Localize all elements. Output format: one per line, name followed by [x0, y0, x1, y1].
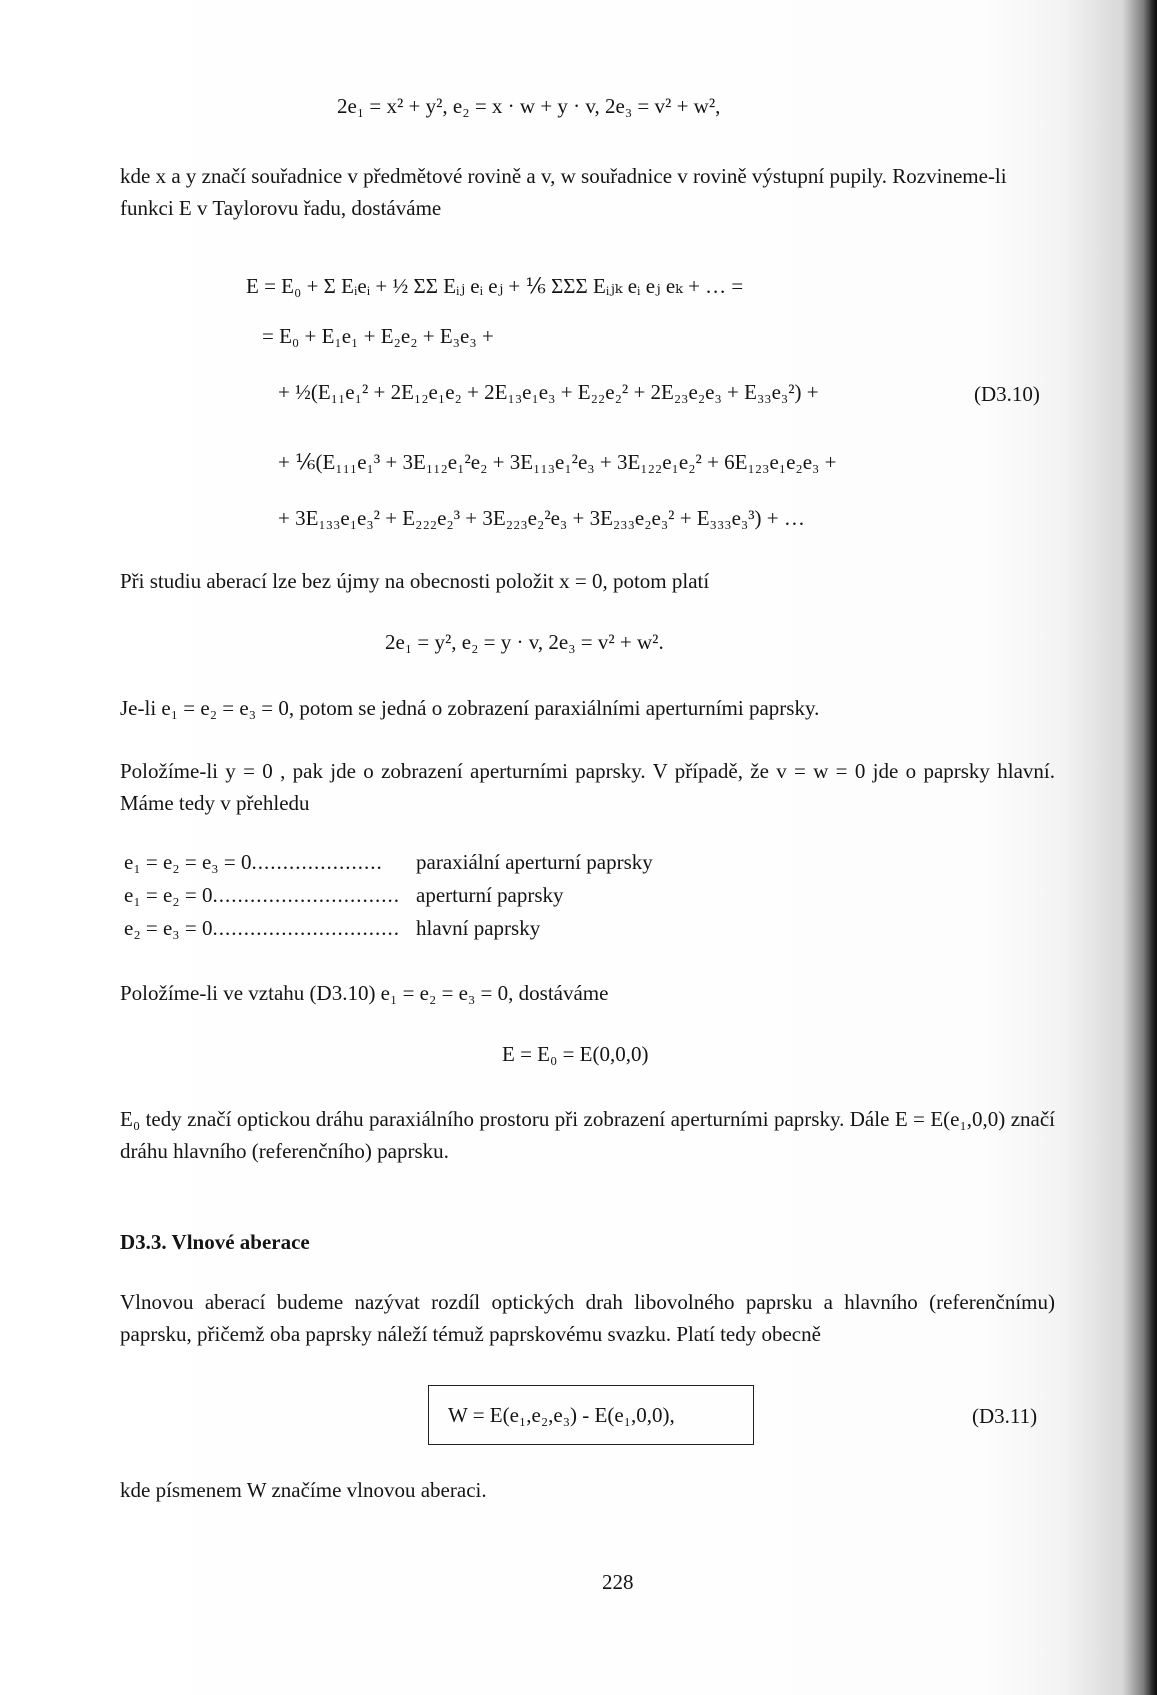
paragraph-aberrations-text: Při studiu aberací lze bez újmy na obecnosti položit x = 0, potom platí	[120, 569, 710, 593]
taylor-line-5-text: + 3E₁₃₃e₁e₃² + E₂₂₂e₂³ + 3E₂₂₃e₂²e₃ + 3E₂₃₃e₂e₃² + E₃₃₃e₃³) + …	[278, 506, 805, 530]
taylor-line-2-text: = E₀ + E₁e₁ + E₂e₂ + E₃e₃ +	[262, 324, 494, 348]
equation-e0	[502, 1044, 648, 1065]
overview-desc-2: aperturní paprsky	[416, 883, 564, 907]
paragraph-w-definition	[120, 1474, 1055, 1506]
equation-number-d3-10: (D3.10)	[974, 382, 1040, 406]
overview-condition: e₂ = e₃ = 0	[124, 916, 213, 940]
paragraph-e0-meaning	[120, 1103, 1055, 1167]
paragraph-substitution	[120, 977, 1055, 1009]
equation-e0-text: E = E₀ = E(0,0,0)	[502, 1042, 649, 1066]
taylor-line-1	[246, 276, 743, 297]
equation-wave-aberration-text: W = E(e₁,e₂,e₃) - E(e₁,0,0),	[448, 1403, 675, 1427]
overview-condition: e₁ = e₂ = 0	[124, 883, 213, 907]
paragraph-e0-meaning-text: E₀ tedy značí optickou dráhu paraxiálního prostoru při zobrazení aperturními paprsky. Dále E = E(e₁,0,0) značí dráhu hlavního (referenčního) paprsku.	[120, 1107, 1055, 1163]
paragraph-coordinates-text: kde x a y značí souřadnice v předmětové rovině a v, w souřadnice v rovině výstupní pupily. Rozvineme-li funkci E v Taylorovu řadu, dostáváme	[120, 164, 1007, 220]
paragraph-w-definition-text: kde písmenem W značíme vlnovou aberaci.	[120, 1478, 487, 1502]
equation-substitutions	[337, 96, 720, 117]
paragraph-principal-rays-text: Položíme-li y = 0 , pak jde o zobrazení aperturními paprsky. V případě, že v = w = 0 jde o paprsky hlavní. Máme tedy v přehledu	[120, 759, 1055, 815]
overview-desc-1: paraxiální aperturní paprsky	[416, 850, 653, 874]
equation-number-d3-11: (D3.11)	[972, 1404, 1038, 1428]
equation-simplified-text: 2e₁ = y², e₂ = y · v, 2e₃ = v² + w².	[385, 630, 664, 654]
paragraph-wave-aberration-text: Vlnovou aberací budeme nazývat rozdíl optických drah libovolného paprsku a hlavního (referenčnímu) paprsku, přičemž oba paprsky náleží témuž paprskovému svazku. Platí tedy obecně	[120, 1290, 1055, 1346]
paragraph-principal-rays	[120, 755, 1055, 819]
paragraph-paraxial	[120, 692, 1055, 724]
page-number: 228	[602, 1570, 634, 1594]
overview-condition: e₁ = e₂ = e₃ = 0	[124, 850, 252, 874]
leader-dots: ..............................	[212, 916, 400, 940]
taylor-line-2	[262, 326, 494, 347]
leader-dots: ..............................	[212, 883, 400, 907]
taylor-line-1-text: E = E₀ + Σ Eᵢeᵢ + ½ ΣΣ Eᵢⱼ eᵢ eⱼ + ⅙ ΣΣΣ Eᵢⱼₖ eᵢ eⱼ eₖ + … =	[246, 274, 744, 298]
paragraph-wave-aberration	[120, 1286, 1055, 1350]
paragraph-paraxial-text: Je-li e₁ = e₂ = e₃ = 0, potom se jedná o zobrazení paraxiálními aperturními paprsky.	[120, 696, 820, 720]
leader-dots: .....................	[251, 850, 383, 874]
equation-simplified	[385, 632, 664, 653]
equation-substitutions-text: 2e₁ = x² + y², e₂ = x · w + y · v, 2e₃ = v² + w²,	[337, 94, 721, 118]
overview-row-3	[124, 918, 400, 939]
paragraph-aberrations	[120, 565, 1055, 597]
taylor-line-4	[278, 452, 836, 473]
taylor-line-3	[278, 382, 819, 403]
overview-row-2	[124, 885, 400, 906]
binding-edge-shadow	[1143, 0, 1157, 1695]
taylor-line-5	[278, 508, 805, 529]
taylor-line-3-text: + ½(E₁₁e₁² + 2E₁₂e₁e₂ + 2E₁₃e₁e₃ + E₂₂e₂² + 2E₂₃e₂e₃ + E₃₃e₃²) +	[278, 380, 819, 404]
equation-wave-aberration	[448, 1405, 675, 1426]
paragraph-substitution-text: Položíme-li ve vztahu (D3.10) e₁ = e₂ = e₃ = 0, dostáváme	[120, 981, 609, 1005]
taylor-line-4-text: + ⅙(E₁₁₁e₁³ + 3E₁₁₂e₁²e₂ + 3E₁₁₃e₁²e₃ + 3E₁₂₂e₁e₂² + 6E₁₂₃e₁e₂e₃ +	[278, 450, 837, 474]
overview-desc-3: hlavní paprsky	[416, 916, 541, 940]
paragraph-coordinates	[120, 160, 1055, 224]
overview-row-1	[124, 852, 383, 873]
section-heading: D3.3. Vlnové aberace	[120, 1230, 310, 1254]
